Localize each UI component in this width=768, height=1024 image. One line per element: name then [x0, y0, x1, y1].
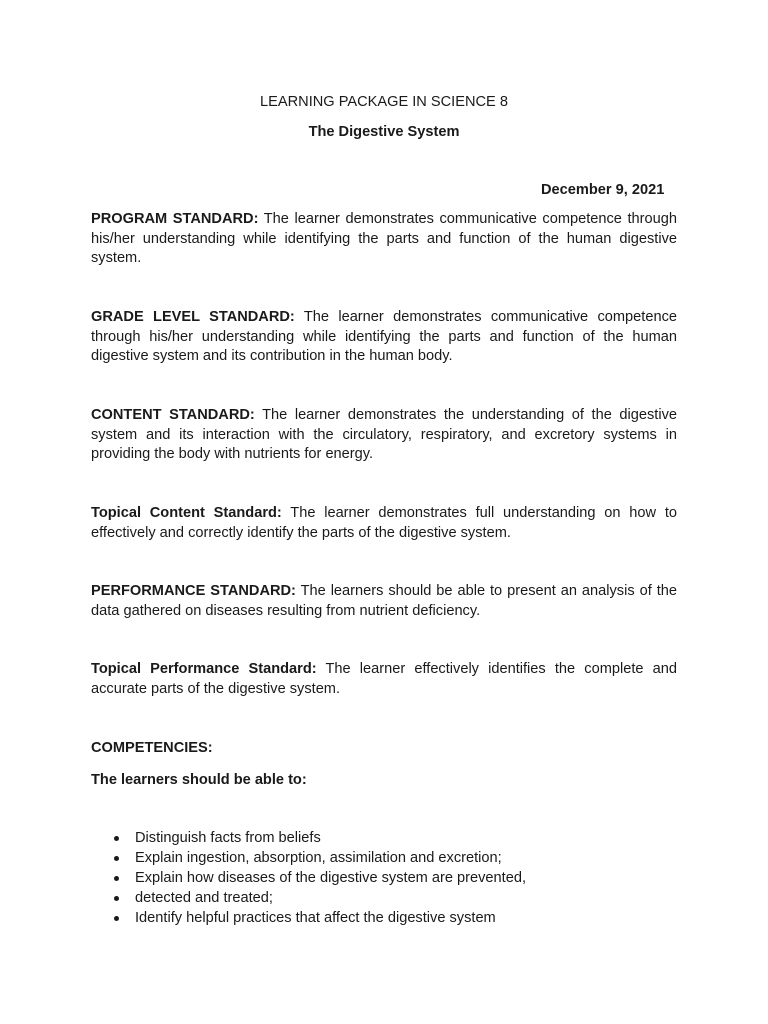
content-standard-text: The learner demonstrates the understanding of the digestive system and its interaction with the circulatory, respiratory, and excretory systems in providing the body with nutrients for energy.	[91, 407, 677, 463]
topical-content-standard-text: The learner demonstrates full understanding on how to effectively and correctly identify the parts of the digestive system.	[91, 505, 678, 541]
competencies-heading: COMPETENCIES:	[91, 740, 213, 756]
performance-standard-label: PERFORMANCE STANDARD:	[91, 583, 296, 599]
list-item-text: Explain how diseases of the digestive system are prevented,	[135, 870, 527, 886]
list-item-text: Distinguish facts from beliefs	[135, 830, 321, 846]
performance-standard-paragraph	[91, 582, 677, 621]
program-standard-paragraph	[91, 210, 677, 269]
grade-level-standard-text: The learner demonstrates communicative competence through his/her understanding while identifying the parts and function of the human digestive system and its contribution in the human body.	[91, 309, 677, 365]
grade-level-standard-paragraph	[91, 308, 677, 367]
document-title: LEARNING PACKAGE IN SCIENCE 8	[260, 94, 508, 110]
topical-performance-standard-paragraph	[91, 660, 677, 699]
bullet-icon	[114, 916, 119, 921]
content-standard-paragraph	[91, 406, 677, 465]
performance-standard-text: The learners should be able to present an analysis of the data gathered on diseases resulting from nutrient deficiency.	[91, 583, 677, 619]
list-item	[91, 868, 677, 888]
list-item-text: detected and treated;	[135, 890, 273, 906]
bullet-icon	[114, 896, 119, 901]
program-standard-text: The learner demonstrates communicative competence through his/her understanding while identifying the parts and function of the human digestive system.	[91, 211, 677, 267]
bullet-icon	[114, 876, 119, 881]
topical-performance-standard-label: Topical Performance Standard:	[91, 661, 317, 677]
list-item-text: Identify helpful practices that affect the digestive system	[135, 910, 496, 926]
topical-content-standard-paragraph	[91, 504, 677, 543]
list-item	[91, 888, 677, 908]
list-item	[91, 828, 677, 848]
bullet-icon	[114, 836, 119, 841]
document-date: December 9, 2021	[541, 182, 665, 198]
program-standard-label: PROGRAM STANDARD:	[91, 211, 259, 227]
topical-performance-standard-text: The learner effectively identifies the complete and accurate parts of the digestive system.	[91, 661, 677, 697]
content-standard-label: CONTENT STANDARD:	[91, 407, 255, 423]
document-subtitle: The Digestive System	[308, 124, 460, 140]
competencies-list	[91, 828, 677, 928]
list-item	[91, 908, 677, 928]
topical-content-standard-label: Topical Content Standard:	[91, 505, 282, 521]
list-item	[91, 848, 677, 868]
learners-heading: The learners should be able to:	[91, 772, 307, 788]
bullet-icon	[114, 856, 119, 861]
grade-level-standard-label: GRADE LEVEL STANDARD:	[91, 309, 295, 325]
list-item-text: Explain ingestion, absorption, assimilation and excretion;	[135, 850, 502, 866]
